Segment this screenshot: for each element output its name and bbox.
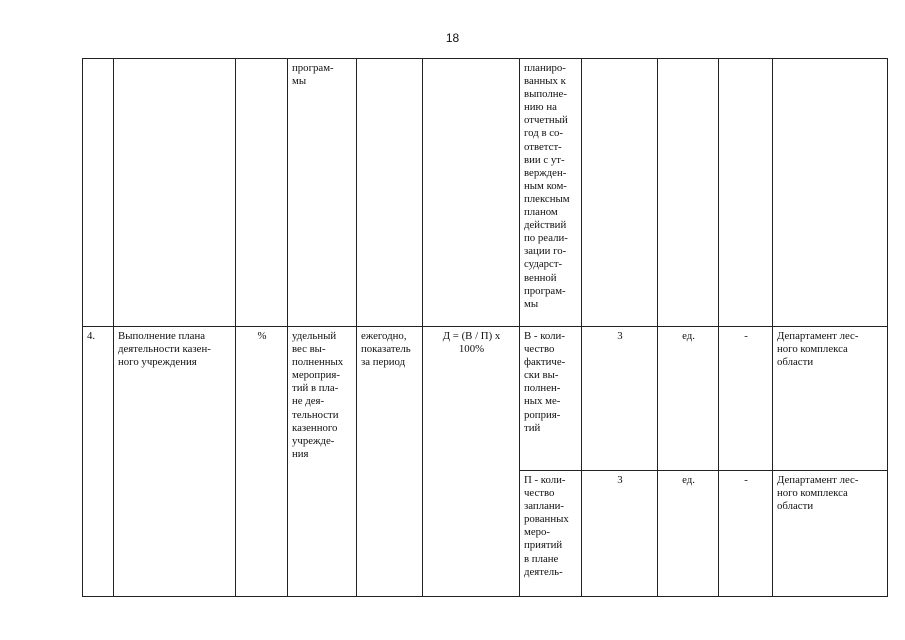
cell-dash: - <box>719 471 773 597</box>
cell-indicator-name <box>114 59 236 327</box>
indicator-table <box>82 58 888 597</box>
cell-value-unit <box>658 59 719 327</box>
cell-formula: Д = (В / П) х 100% <box>423 327 520 597</box>
cell-frequency: ежегодно, показатель за период <box>357 327 423 597</box>
cell-variable-description: П - коли- чество заплани- рованных меро- приятий в плане деятель- <box>520 471 582 597</box>
cell-value <box>582 59 658 327</box>
cell-indicator-name: Выполнение плана деятельности казен- ного учреждения <box>114 327 236 597</box>
cell-number: 4. <box>83 327 114 597</box>
cell-indicator-definition: удельный вес вы- полненных мероприя- тий в пла- не дея- тельности казенного учрежде- ния <box>288 327 357 597</box>
cell-dash: - <box>719 327 773 471</box>
cell-value: 3 <box>582 327 658 471</box>
table-row-continued <box>83 59 888 327</box>
cell-frequency <box>357 59 423 327</box>
cell-formula <box>423 59 520 327</box>
table-row-4 <box>83 327 888 471</box>
cell-source: Департамент лес- ного комплекса области <box>773 471 888 597</box>
cell-value-unit: ед. <box>658 327 719 471</box>
cell-source <box>773 59 888 327</box>
cell-variable-description: В - коли- чество фактиче- ски вы- полнен- ных ме- роприя- тий <box>520 327 582 471</box>
cell-value-unit: ед. <box>658 471 719 597</box>
cell-unit <box>236 59 288 327</box>
cell-source: Департамент лес- ного комплекса области <box>773 327 888 471</box>
cell-dash <box>719 59 773 327</box>
cell-indicator-definition: програм- мы <box>288 59 357 327</box>
cell-variable-description: планиро- ванных к выполне- нию на отчетный год в со- ответст- вии с ут- вержден- ным ком- плексным планом действий по реали- зации го- сударст- венной програм- мы <box>520 59 582 327</box>
cell-value: 3 <box>582 471 658 597</box>
page-number: 18 <box>445 31 460 45</box>
cell-unit: % <box>236 327 288 597</box>
cell-number <box>83 59 114 327</box>
